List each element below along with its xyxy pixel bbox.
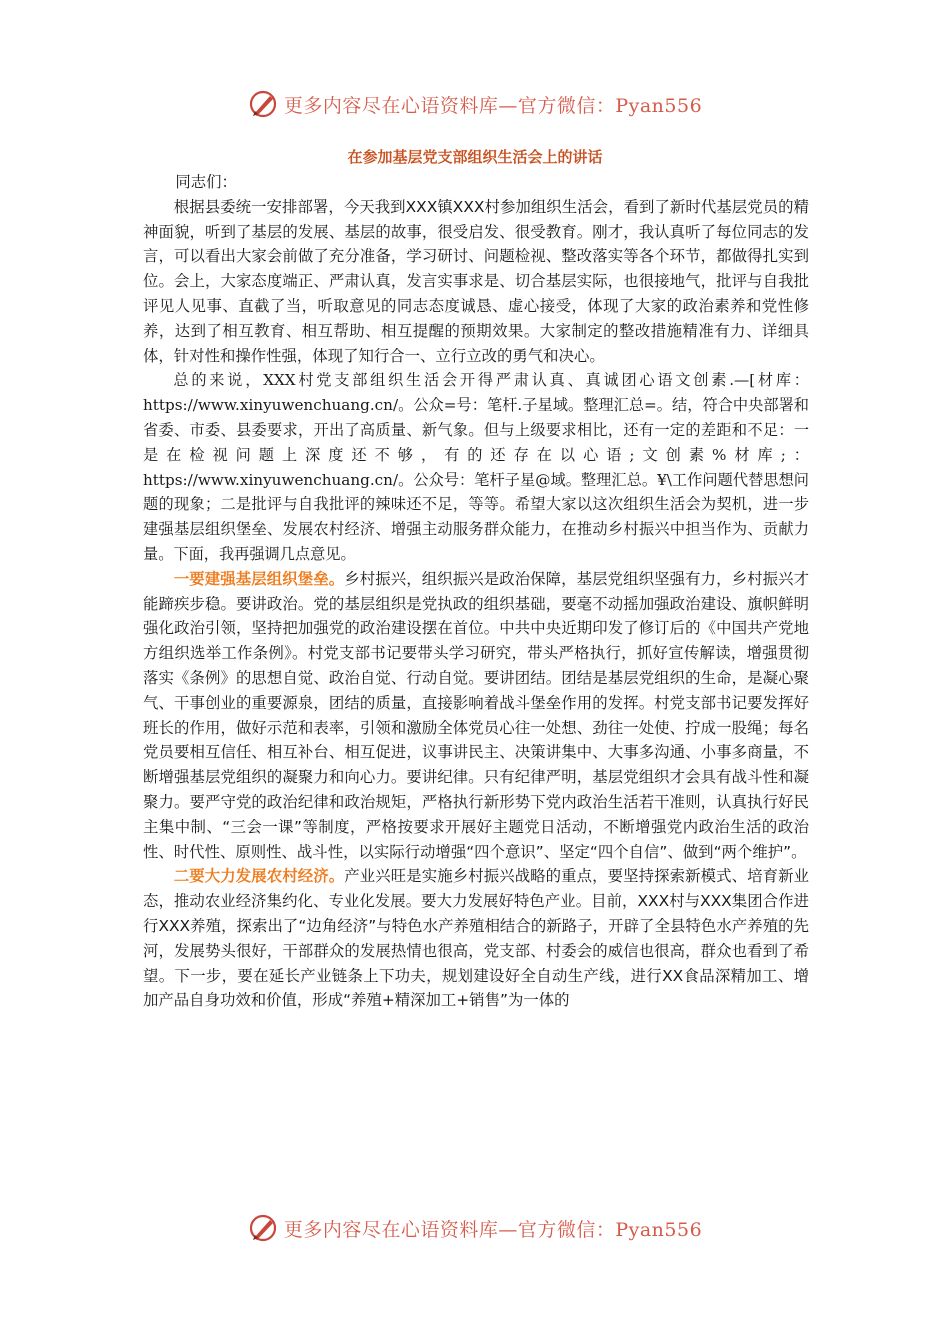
paragraph-3-text: 乡村振兴，组织振兴是政治保障，基层党组织坚强有力，乡村振兴才能蹄疾步稳。要讲政治。党的基层组织是党执政的组织基础，要毫不动摇加强政治建设、旗帜鲜明强化政治引领，坚持把加强党的政治建设摆在首位。中共中央近期印发了修订后的《中国共产党地方组织选举工作条例》。村党支部书记要带头学习研究，带头严格执行，抓好宣传解读，增强贯彻落实《条例》的思想自觉、政治自觉、行动自觉。要讲团结。团结是基层党组织的生命，是凝心聚气、干事创业的重要源泉，团结的质量，直接影响着战斗堡垒作用的发挥。村党支部书记要发挥好班长的作用，做好示范和表率，引领和激励全体党员心往一处想、劲往一处使、拧成一股绳；每名党员要相互信任、相互补台、相互促进，议事讲民主、决策讲集中、大事多沟通、小事多商量，不断增强基层党组织的凝聚力和向心力。要讲纪律。只有纪律严明，基层党组织才会具有战斗性和凝聚力。要严守党的政治纪律和政治规矩，严格执行新形势下党内政治生活若干准则，认真执行好民主集中制、“三会一课”等制度，严格按要求开展好主题党日活动，不断增强党内政治生活的政治性、时代性、原则性、战斗性，以实际行动增强“四个意识”、坚定“四个自信”、做到“两个维护”。 — [143, 569, 809, 861]
banner-text: 更多内容尽在心语资料库—官方微信：Pyan556 — [283, 94, 703, 117]
document-title: 在参加基层党支部组织生活会上的讲话 — [347, 148, 603, 166]
paragraph-4-text: 产业兴旺是实施乡村振兴战略的重点，要坚持探索新模式、培育新业态，推动农业经济集约化、专业化发展。要大力发展好特色产业。目前，XXX村与XXX集团合作进行XXX养殖，探索出了“边角经济”与特色水产养殖相结合的新路子，开辟了全县特色水产养殖的先河，发展势头很好，干部群众的发展热情也很高，党支部、村委会的威信也很高，群众也看到了希望。下一步，要在延长产业链条上下功夫，规划建设好全自动生产线，进行XX食品深精加工、增加产品自身功效和价值，形成“养殖+精深加工+销售”为一体的 — [143, 867, 809, 1010]
paragraph-4 — [143, 864, 809, 1013]
document-body — [143, 170, 809, 1013]
paragraph-2: 总的来说，XXX村党支部组织生活会开得严肃认真、真诚团心语文创素.—[材库：https://www.xinyuwenchuang.cn/。公众=号：笔杆.子星域。整理汇总=。结，符合中央部署和省委、市委、县委要求，开出了高质量、新气象。但与上级要求相比，还有一定的差距和不足：一是在检视问题上深度还不够，有的还存在以心语;文创素%材库;：https://www.xinyuwenchuang.cn/。公众号：笔杆子星@域。整理汇总。¥\工作问题代替思想问题的现象；二是批评与自我批评的辣味还不足，等等。希望大家以这次组织生活会为契机，进一步建强基层组织堡垒、发展农村经济、增强主动服务群众能力，在推动乡村振兴中担当作为、贡献力量。下面，我再强调几点意见。 — [143, 371, 809, 563]
header-watermark-banner — [0, 84, 950, 124]
pen-logo-icon — [248, 89, 278, 119]
paragraph-3 — [143, 567, 809, 865]
banner-text: 更多内容尽在心语资料库—官方微信：Pyan556 — [283, 1218, 703, 1241]
section-heading-2: 二要大力发展农村经济。 — [173, 867, 345, 886]
footer-watermark-banner — [0, 1208, 950, 1248]
greeting: 同志们： — [175, 173, 237, 191]
pen-logo-icon — [248, 1213, 278, 1243]
section-heading-1: 一要建强基层组织堡垒。 — [173, 569, 345, 588]
paragraph-1: 根据县委统一安排部署，今天我到XXX镇XXX村参加组织生活会，看到了新时代基层党员的精神面貌，听到了基层的发展、基层的故事，很受启发、很受教育。刚才，我认真听了每位同志的发言，可以看出大家会前做了充分准备，学习研讨、问题检视、整改落实等各个环节，都做得扎实到位。会上，大家态度端正、严肃认真，发言实事求是、切合基层实际，也很接地气，批评与自我批评见人见事、直截了当，听取意见的同志态度诚恳、虚心接受，体现了大家的政治素养和党性修养，达到了相互教育、相互帮助、相互提醒的预期效果。大家制定的整改措施精准有力、详细具体，针对性和操作性强，体现了知行合一、立行立改的勇气和决心。 — [143, 197, 809, 365]
